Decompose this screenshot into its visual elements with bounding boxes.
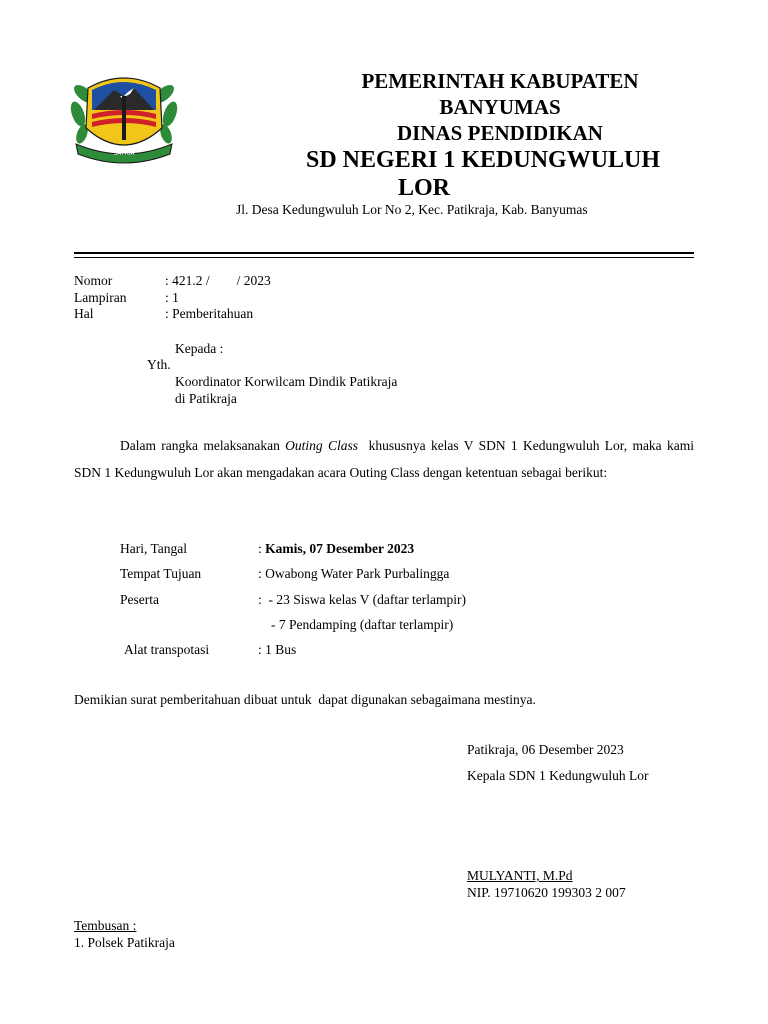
hari-date: Kamis, 07 Desember 2023 — [265, 541, 415, 556]
tempat-value: : Owabong Water Park Purbalingga — [258, 566, 450, 581]
signature-title: Kepala SDN 1 Kedungwuluh Lor — [467, 768, 649, 783]
peserta-label: Peserta — [120, 592, 159, 607]
recipient-place: di Patikraja — [175, 391, 237, 406]
closing-sentence: Demikian surat pemberitahuan dibuat untuk dapat digunakan sebagaimana mestinya. — [74, 692, 536, 707]
signatory-nip: NIP. 19710620 199303 2 007 — [467, 885, 626, 900]
hal-value: : Pemberitahuan — [165, 306, 254, 321]
recipient-name: Koordinator Korwilcam Dindik Patikraja — [175, 374, 398, 389]
school-name-line-2: LOR — [398, 175, 451, 201]
signature-place-date: Patikraja, 06 Desember 2023 — [467, 742, 624, 757]
tempat-label: Tempat Tujuan — [120, 566, 202, 581]
lampiran-label: Lampiran — [74, 290, 127, 305]
letterhead-line-1: PEMERINTAH KABUPATEN — [361, 69, 639, 93]
letterhead-line-3: DINAS PENDIDIKAN — [397, 121, 603, 145]
alat-label: Alat transpotasi — [124, 642, 210, 657]
hari-value — [258, 540, 414, 557]
hari-label: Hari, Tangal — [120, 541, 188, 556]
hal-label: Hal — [74, 306, 94, 321]
body-text-italic: Outing Class — [285, 438, 358, 453]
peserta-value-1: : - 23 Siswa kelas V (daftar terlampir) — [258, 592, 466, 607]
yth-label: Yth. — [147, 357, 171, 372]
letterhead-divider-thick — [74, 252, 694, 254]
letterhead-line-2: BANYUMAS — [439, 95, 561, 119]
body-paragraph — [74, 432, 698, 486]
signatory-name — [467, 867, 573, 884]
alat-value: : 1 Bus — [258, 642, 297, 657]
peserta-value-2: - 7 Pendamping (daftar terlampir) — [271, 617, 454, 632]
body-text-end: khususnya kelas V SDN 1 Kedungwuluh Lor, maka kami SDN 1 Kedungwuluh Lor akan mengadakan acara Outing Class dengan ketentuan sebagai berikut: — [74, 438, 698, 480]
banyumas-regency-seal-icon — [66, 66, 182, 170]
tembusan-item-1: 1. Polsek Patikraja — [74, 935, 175, 950]
lampiran-value: : 1 — [165, 290, 179, 305]
tembusan-heading — [74, 917, 136, 934]
nomor-value: : 421.2 / / 2023 — [165, 273, 271, 288]
seal-ribbon-text: SATRIA — [113, 150, 135, 157]
signatory-name-text: MULYANTI, M.Pd — [467, 868, 573, 883]
school-name-line-1: SD NEGERI 1 KEDUNGWULUH — [306, 147, 661, 173]
tembusan-heading-text: Tembusan : — [74, 918, 137, 933]
kepada-label: Kepada : — [175, 341, 224, 356]
school-address: Jl. Desa Kedungwuluh Lor No 2, Kec. Patikraja, Kab. Banyumas — [236, 202, 588, 217]
hari-colon: : — [258, 541, 266, 556]
body-text-start: Dalam rangka melaksanakan — [120, 438, 286, 453]
nomor-label: Nomor — [74, 273, 113, 288]
letterhead-divider-thin — [74, 257, 694, 258]
